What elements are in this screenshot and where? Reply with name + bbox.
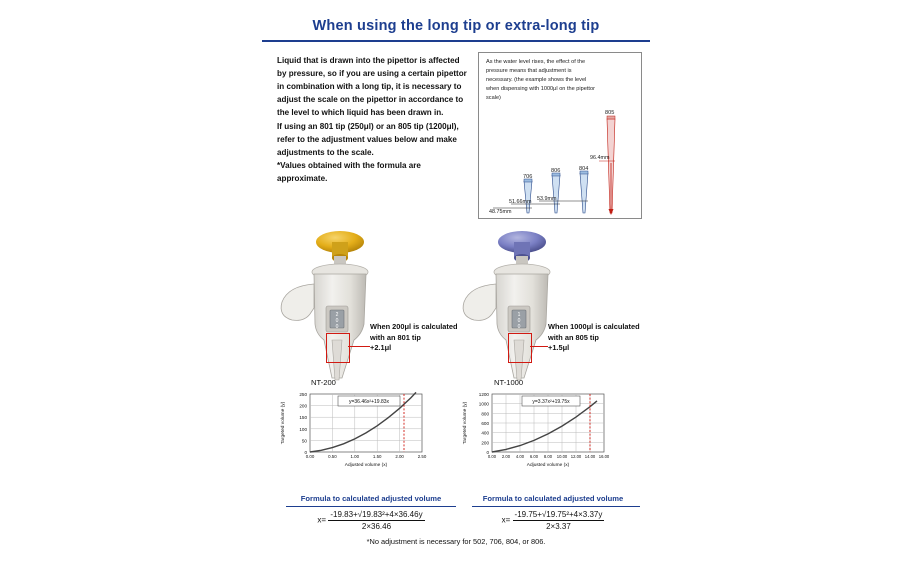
svg-text:4.00: 4.00 — [515, 454, 525, 459]
svg-text:1: 1 — [517, 312, 521, 318]
formula-rule-nt200 — [286, 506, 456, 507]
nt1000-callout-line3: +1.5μl — [548, 343, 570, 353]
formula-title-nt1000: Formula to calculated adjusted volume — [482, 494, 624, 503]
svg-text:806: 806 — [551, 168, 561, 174]
tip-figure-graphic — [479, 53, 641, 218]
svg-text:1000: 1000 — [478, 401, 489, 407]
intro-note: *Values obtained with the formula are approximate. — [277, 160, 421, 183]
svg-text:Adjusted volume (x): Adjusted volume (x) — [344, 463, 388, 468]
nt200-callout-line1: When 200μl is calculated — [370, 322, 458, 331]
svg-text:0: 0 — [335, 324, 339, 330]
svg-text:200: 200 — [481, 440, 489, 446]
svg-text:150: 150 — [299, 415, 307, 421]
formula-nt200-numerator: -19.83+√19.83²+4×36.46y — [330, 510, 423, 519]
svg-text:250: 250 — [299, 392, 307, 397]
svg-text:Adjusted volume (x): Adjusted volume (x) — [526, 463, 570, 468]
formula-nt200-lead: x= — [317, 515, 327, 525]
svg-text:0: 0 — [304, 450, 307, 455]
svg-text:200: 200 — [299, 403, 307, 409]
formula-title-nt200: Formula to calculated adjusted volume — [300, 494, 442, 503]
chart-nt1000-title: NT-1000 — [494, 378, 524, 387]
title-underline — [262, 40, 650, 42]
svg-text:2.50: 2.50 — [417, 454, 427, 459]
svg-text:1.00: 1.00 — [350, 454, 360, 459]
nt1000-display-highlight — [508, 333, 532, 363]
svg-text:51.66mm: 51.66mm — [509, 199, 532, 205]
formula-nt200-denominator: 2×36.46 — [361, 522, 392, 531]
svg-text:0: 0 — [517, 318, 521, 324]
svg-text:Targeted volume (y): Targeted volume (y) — [281, 401, 286, 445]
svg-text:0.00: 0.00 — [305, 454, 315, 459]
svg-text:8.00: 8.00 — [543, 454, 553, 459]
nt1000-callout — [548, 322, 653, 354]
nt1000-callout-connector — [530, 346, 548, 347]
formula-nt1000-lead: x= — [501, 515, 511, 525]
svg-text:10.00: 10.00 — [556, 454, 568, 459]
svg-text:48.75mm: 48.75mm — [489, 209, 512, 215]
pipette-nt200-graphic — [258, 228, 428, 388]
svg-text:2.00: 2.00 — [395, 454, 404, 459]
nt1000-callout-line1: When 1000μl is calculated — [548, 322, 640, 331]
svg-text:y=36.46x²+19.83x: y=36.46x²+19.83x — [348, 399, 390, 405]
svg-text:805: 805 — [605, 110, 615, 116]
formula-nt1000-denominator: 2×3.37 — [546, 522, 571, 531]
svg-text:96.4mm: 96.4mm — [590, 155, 610, 161]
svg-text:0: 0 — [335, 318, 339, 324]
svg-text:0.00: 0.00 — [487, 454, 497, 459]
svg-text:50: 50 — [301, 438, 307, 444]
nt200-display-highlight — [326, 333, 350, 363]
svg-text:100: 100 — [299, 426, 307, 432]
svg-text:600: 600 — [481, 421, 489, 426]
tip-level-figure — [478, 52, 642, 219]
svg-text:16.00: 16.00 — [598, 454, 610, 459]
chart-nt200-title: NT-200 — [311, 378, 336, 387]
svg-text:0: 0 — [517, 324, 521, 330]
svg-text:6.00: 6.00 — [529, 454, 539, 459]
formula-rule-nt1000 — [472, 506, 640, 507]
intro-text — [277, 54, 467, 185]
tip-figure-caption: As the water level rises, the effect of the pressure means that adjustment is necessary. (the example shows the level when dispensing with 1000μl on the pipettor scale) — [486, 59, 595, 101]
chart-nt1000 — [458, 388, 618, 473]
formula-nt200 — [276, 510, 466, 531]
chart-nt200 — [276, 388, 436, 473]
svg-text:0.50: 0.50 — [328, 454, 337, 459]
svg-text:800: 800 — [481, 411, 489, 417]
pipette-nt1000-graphic — [440, 228, 610, 388]
footnote: *No adjustment is necessary for 502, 706, 804, or 806. — [366, 537, 546, 546]
formula-nt1000 — [458, 510, 648, 531]
svg-text:14.00: 14.00 — [584, 454, 596, 459]
svg-text:Targeted volume (y): Targeted volume (y) — [463, 401, 468, 445]
intro-paragraph-1: Liquid that is drawn into the pipettor is affected by pressure, so if you are using a certain pipettor in combination with a long tip, it is necessary to adjust the scale on the pipettor in accordance to the level to which liquid has been drawn in. — [277, 56, 467, 118]
nt1000-callout-line2: with an 805 tip — [548, 332, 599, 342]
svg-text:804: 804 — [579, 166, 589, 172]
svg-text:2.00: 2.00 — [501, 454, 511, 459]
nt200-callout-connector — [348, 346, 370, 347]
svg-text:53.9mm: 53.9mm — [537, 196, 557, 202]
nt200-callout-line2: with an 801 tip — [370, 332, 421, 342]
nt200-callout-line3: +2.1μl — [370, 343, 392, 353]
formula-nt1000-numerator: -19.75+√19.75²+4×3.37y — [514, 510, 603, 519]
svg-text:400: 400 — [481, 430, 489, 436]
svg-text:1200: 1200 — [478, 392, 489, 397]
svg-text:706: 706 — [523, 174, 533, 180]
page-title: When using the long tip or extra-long tip — [312, 18, 600, 34]
svg-text:1.50: 1.50 — [372, 454, 382, 459]
svg-text:y=3.37x²+19.75x: y=3.37x²+19.75x — [532, 399, 570, 405]
intro-paragraph-2: If using an 801 tip (250μl) or an 805 tip (1200μl), refer to the adjustment values below and make adjustments to the scale. — [277, 121, 459, 157]
svg-text:2: 2 — [335, 312, 339, 318]
svg-text:0: 0 — [486, 450, 489, 455]
svg-text:12.00: 12.00 — [570, 454, 582, 459]
